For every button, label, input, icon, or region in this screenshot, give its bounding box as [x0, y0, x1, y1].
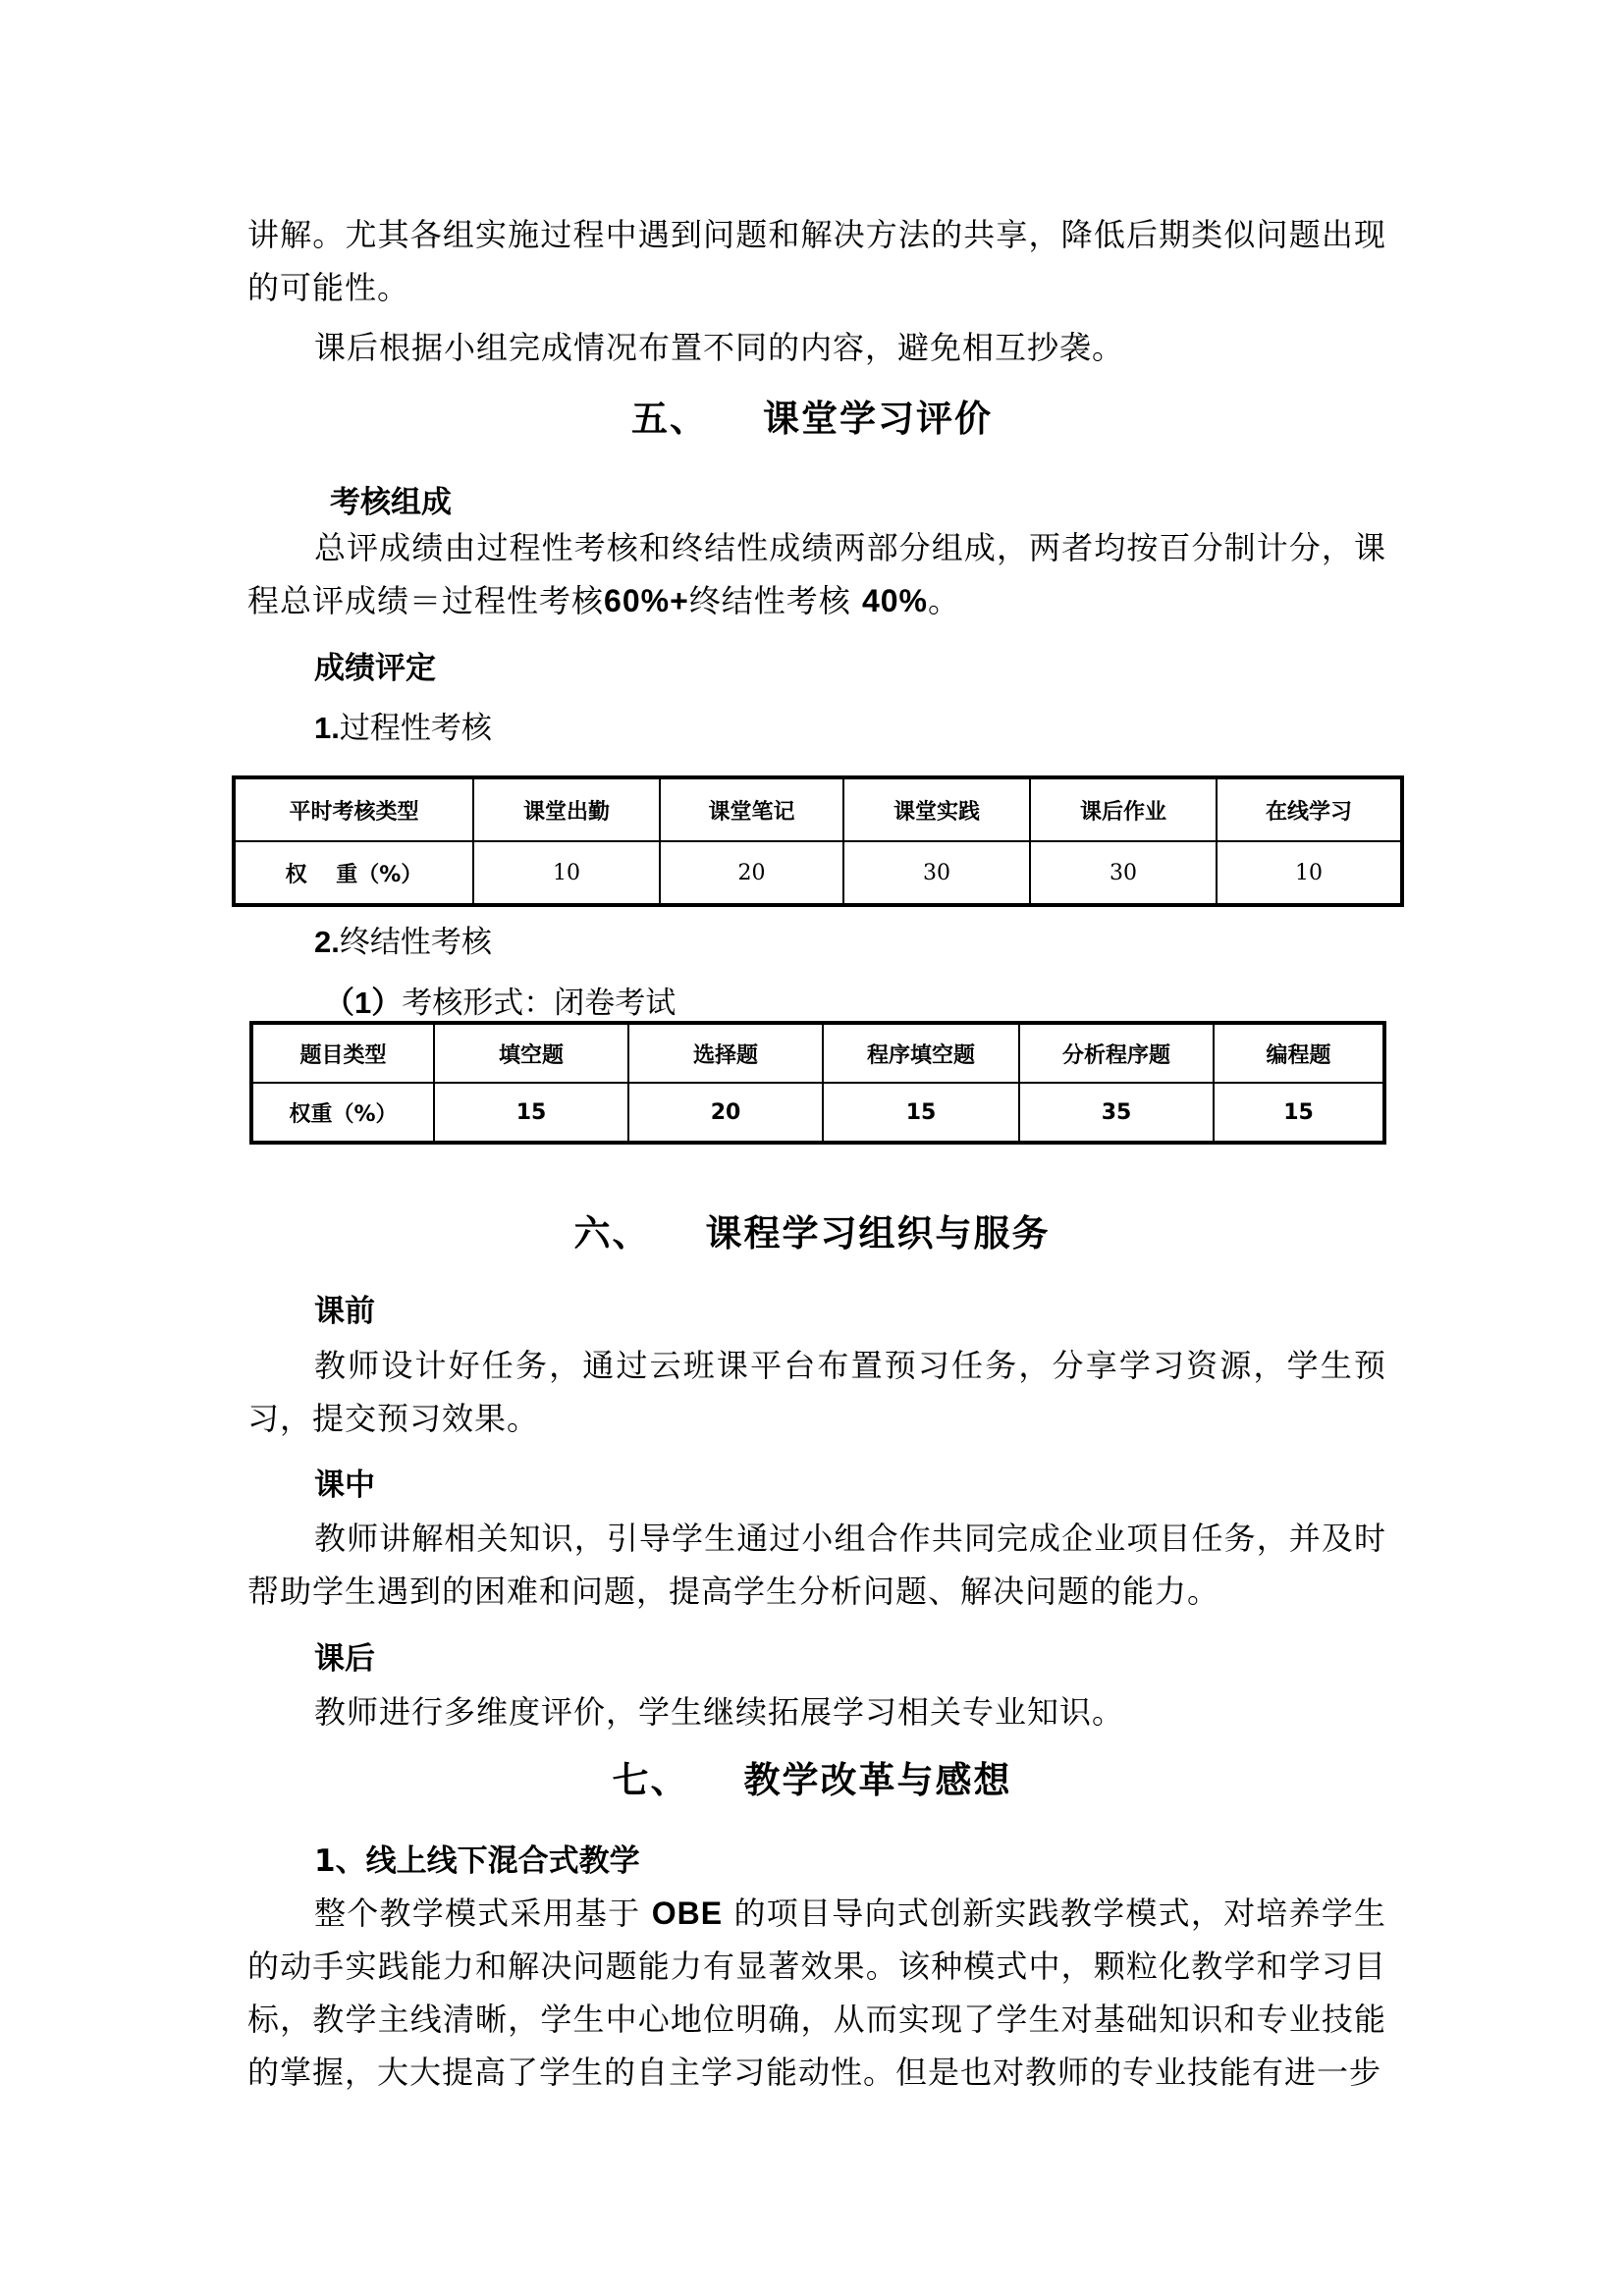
assessment-heading: 考核组成 [330, 485, 452, 520]
table-cell: 30 [1030, 841, 1217, 905]
table-header-cell: 选择题 [628, 1023, 823, 1083]
section5-title: 课堂学习评价 [763, 398, 993, 440]
process-weight-table [232, 775, 1404, 907]
exam-form-label: （1）考核形式：闭卷考试 [324, 986, 677, 1021]
table-row [251, 1083, 1384, 1143]
blended-teaching-paragraph: 整个教学模式采用基于 OBE 的项目导向式创新实践教学模式，对培养学生的动手实践能力和解决问题能力有显著效果。该种模式中，颗粒化教学和学习目标，教学主线清晰，学生中心地位明确，从而实现了学生对基础知识和专业技能的掌握，大大提高了学生的自主学习能动性。但是也对教师的专业技能有进一步 [247, 1895, 1387, 2091]
table-header-cell: 编程题 [1214, 1023, 1384, 1083]
table-cell: 10 [473, 841, 660, 905]
table-header-cell: 课堂出勤 [473, 777, 660, 841]
table-header-cell: 在线学习 [1217, 777, 1402, 841]
table-header-cell: 课后作业 [1030, 777, 1217, 841]
blended-teaching-heading: 1、线上线下混合式教学 [314, 1843, 640, 1879]
section7-title: 教学改革与感想 [743, 1759, 1012, 1801]
table-cell: 30 [843, 841, 1030, 905]
intro-paragraph-1: 讲解。尤其各组实施过程中遇到问题和解决方法的共享，降低后期类似问题出现的可能性。 [247, 216, 1386, 306]
table-cell: 15 [434, 1083, 628, 1143]
after-class-paragraph: 教师进行多维度评价，学生继续拓展学习相关专业知识。 [314, 1693, 1125, 1731]
final-assessment-label: 2.终结性考核 [314, 925, 492, 960]
table-header-cell: 课堂笔记 [660, 777, 843, 841]
before-class-paragraph: 教师设计好任务，通过云班课平台布置预习任务，分享学习资源，学生预习，提交预习效果。 [247, 1347, 1386, 1437]
process-assessment-label: 1.过程性考核 [314, 711, 492, 746]
table-header-cell: 课堂实践 [843, 777, 1030, 841]
table-cell: 35 [1019, 1083, 1214, 1143]
section6-heading [0, 1203, 1624, 1256]
table-header-cell: 题目类型 [251, 1023, 434, 1083]
table-cell: 15 [823, 1083, 1019, 1143]
section7-heading [0, 1750, 1624, 1803]
table-header-row [234, 777, 1402, 841]
table-row [234, 841, 1402, 905]
table-header-cell: 程序填空题 [823, 1023, 1019, 1083]
table-cell: 20 [628, 1083, 823, 1143]
table-header-cell: 平时考核类型 [234, 777, 473, 841]
section6-number: 六、 [573, 1212, 651, 1255]
during-class-heading: 课中 [314, 1468, 375, 1503]
intro-paragraph-2: 课后根据小组完成情况布置不同的内容，避免相互抄袭。 [314, 329, 1125, 366]
after-class-heading: 课后 [314, 1641, 375, 1677]
assessment-paragraph: 总评成绩由过程性考核和终结性成绩两部分组成，两者均按百分制计分，课程总评成绩＝过程性考核60%+终结性考核 40%。 [247, 529, 1386, 619]
section7-number: 七、 [612, 1759, 689, 1801]
before-class-heading: 课前 [314, 1294, 375, 1329]
table-cell: 20 [660, 841, 843, 905]
table-header-cell: 分析程序题 [1019, 1023, 1214, 1083]
table-row-label: 权重（%） [251, 1083, 434, 1143]
final-weight-table [249, 1021, 1386, 1145]
section6-title: 课程学习组织与服务 [705, 1212, 1051, 1255]
table-header-row [251, 1023, 1384, 1083]
table-cell: 10 [1217, 841, 1402, 905]
grading-heading: 成绩评定 [314, 651, 436, 686]
section5-heading [0, 389, 1624, 442]
section5-number: 五、 [631, 398, 708, 440]
table-cell: 15 [1214, 1083, 1384, 1143]
table-header-cell: 填空题 [434, 1023, 628, 1083]
during-class-paragraph: 教师讲解相关知识，引导学生通过小组合作共同完成企业项目任务，并及时帮助学生遇到的困难和问题，提高学生分析问题、解决问题的能力。 [247, 1520, 1386, 1610]
table-row-label: 权 重（%） [234, 841, 473, 905]
